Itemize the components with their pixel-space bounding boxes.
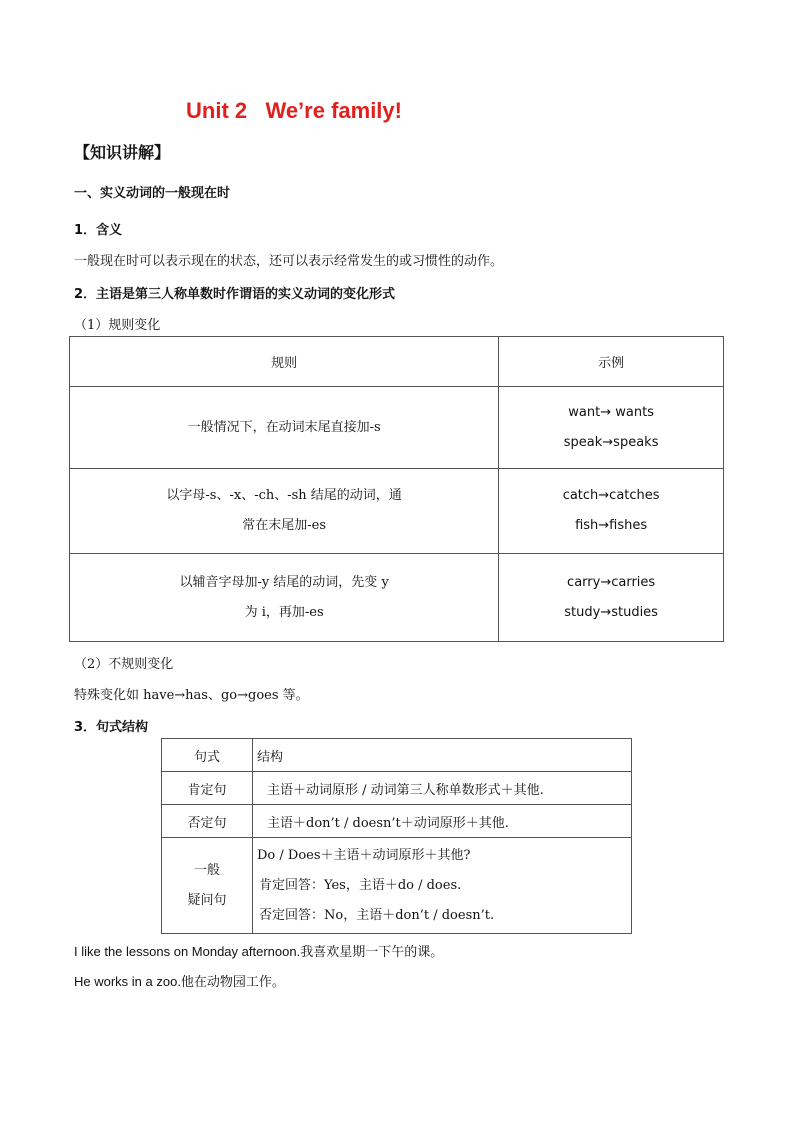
header-pattern: 句式 [162,739,253,772]
table-row [162,805,632,838]
example-cell [499,387,724,469]
change-heading: 2．主语是第三人称单数时作谓语的实义动词的变化形式 [74,287,396,302]
regular-label: （1）规则变化 [74,318,161,333]
example-line: catch→catches [562,488,660,503]
example-sentence: I like the lessons on Monday afternoon.我喜欢星期一下午的课。 [74,944,444,959]
rule-cell [70,554,499,642]
table-row [70,554,724,642]
structure-heading: 3．句式结构 [74,720,149,735]
knowledge-heading: 【知识讲解】 [74,143,171,162]
question-structure [253,838,632,934]
header-structure: 结构 [253,739,632,772]
irregular-label: （2）不规则变化 [74,657,174,672]
rule-line: 一般情况下，在动词末尾直接加-s [187,419,381,435]
table-row [162,838,632,934]
table-row [70,469,724,554]
header-rule: 规则 [70,337,499,387]
table-header-row [162,739,632,772]
irregular-text: 特殊变化如 have→has、go→goes 等。 [74,688,309,703]
negative-label [162,805,253,838]
rule-line: 常在末尾加-es [242,518,326,533]
table-row [70,387,724,469]
example-line: speak→speaks [563,434,659,450]
meaning-text: 一般现在时可以表示现在的状态，还可以表示经常发生的或习惯性的动作。 [74,254,504,269]
question-label-line: 疑问句 [187,892,227,908]
example-line: want→ wants [568,404,654,420]
question-label [162,838,253,934]
example-cell [499,554,724,642]
rule-line: 以辅音字母加-y 结尾的动词，先变 y [179,574,389,590]
example-cell [499,469,724,554]
header-example: 示例 [499,337,724,387]
meaning-heading: 1．含义 [74,223,123,238]
section-heading: 一、实义动词的一般现在时 [74,186,231,201]
table-row [162,772,632,805]
structure-table [161,738,632,934]
question-label-line: 一般 [193,862,220,878]
answer-yes-line: 肯定回答：Yes，主语＋do / does. [259,877,462,893]
rule-cell [70,387,499,469]
rule-line: 以字母-s、-x、-ch、-sh 结尾的动词，通 [166,488,402,503]
question-line: Do / Does＋主语＋动词原形＋其他? [257,847,471,863]
page-title: Unit 2 We’re family! [186,98,402,123]
rule-line: 为 i，再加-es [244,604,324,620]
affirmative-structure: 主语＋动词原形 / 动词第三人称单数形式＋其他. [253,772,632,805]
negative-structure: 主语＋don’t / doesn’t＋动词原形＋其他. [253,805,632,838]
answer-no-line: 否定回答：No，主语＋don’t / doesn’t. [259,907,495,923]
rule-table [69,336,724,642]
example-line: fish→fishes [575,518,648,533]
example-line: study→studies [564,604,658,620]
affirmative-label: 肯定句 [162,772,253,805]
negative-label-text: 否定句 [187,815,227,831]
example-line: carry→carries [567,574,656,590]
rule-cell [70,469,499,554]
table-header-row [70,337,724,387]
example-sentence: He works in a zoo.他在动物园工作。 [74,974,285,989]
